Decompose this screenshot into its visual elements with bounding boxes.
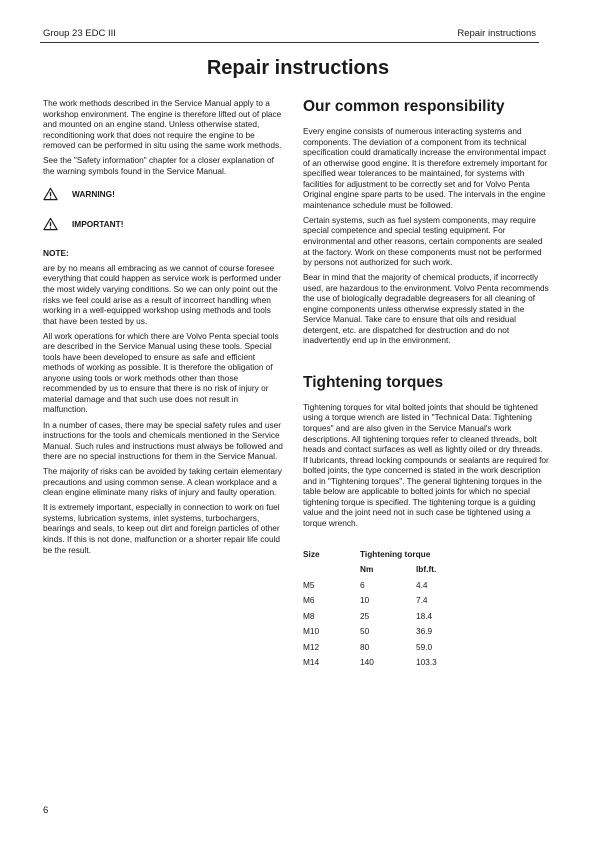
table-header-row [303, 549, 476, 565]
page-header [40, 28, 539, 43]
responsibility-heading: Our common responsibility [303, 98, 505, 115]
right-column [303, 98, 549, 673]
torque-table [303, 549, 476, 673]
lbf-cell: 4.4 [416, 579, 428, 590]
lbf-cell: 18.4 [416, 610, 433, 621]
page-number: 6 [43, 805, 49, 816]
header-section-label: Repair instructions [457, 28, 536, 39]
column-header-torque: Tightening torque [360, 548, 431, 559]
table-row [303, 595, 476, 611]
page-title: Repair instructions [206, 57, 390, 79]
note-label: NOTE: [43, 248, 69, 259]
important-notice [43, 216, 283, 232]
important-label: IMPORTANT! [72, 219, 124, 230]
intro-paragraph: The work methods described in the Service Manual apply to a workshop environment. The engine is therefore lifted out of place and mounted on an engine stand. Unless otherwise stated, reconditioning work that does not require the engine to be removed can be performed in situ using the same work methods. [43, 98, 282, 151]
column-header-size: Size [303, 548, 320, 559]
nm-cell: 140 [360, 657, 374, 667]
torques-paragraph: Tightening torques for vital bolted joints that should be tightened using a torque wrench are listed in "Technical Data: Tightening torques" and are also given in the Service Manual's work descriptions. All tightening torques refer to cleaned threads, bolt heads and contact surfaces as well as lightly oiled or dry threads. If lubricants, thread locking compounds or sealants are required for bolted joints, the type concerned is stated in the work description and in "Tightening torques". The general tightening torques in the table below are applicable to bolted joints for which no special tightening torque is specified. The tightening torque is a guiding value and the joint need not in such case be tightened using a torque wrench. [303, 401, 549, 528]
table-row [303, 626, 476, 642]
table-row [303, 642, 476, 658]
nm-cell: 50 [360, 626, 370, 636]
warning-triangle-icon [43, 187, 58, 201]
intro-paragraph: See the "Safety information" chapter for a closer explanation of the warning symbols found in the Service Manual. [43, 155, 274, 176]
note-paragraph: The majority of risks can be avoided by taking certain elementary precautions and using common sense. A clean workplace and a clean engine eliminate many risks of injury and faulty operation. [43, 466, 282, 498]
unit-lbf: lbf.ft. [416, 564, 437, 574]
responsibility-paragraph: Certain systems, such as fuel system components, may require special competence and special testing equipment. For environmental and other reasons, certain components are sealed at the factory. Work on these components must not be performed by persons not authorized for such work. [303, 214, 543, 268]
nm-cell: 10 [360, 595, 370, 605]
warning-label: WARNING! [72, 189, 115, 200]
nm-cell: 80 [360, 641, 370, 652]
warning-notice [43, 186, 283, 202]
table-row [303, 657, 476, 673]
nm-cell: 25 [360, 610, 370, 621]
size-cell: M10 [303, 626, 320, 636]
left-column [43, 98, 283, 560]
size-cell: M12 [303, 641, 320, 652]
lbf-cell: 36.9 [416, 626, 433, 636]
note-paragraph: It is extremely important, especially in connection to work on fuel systems, lubrication systems, inlet systems, turbochargers, bearings and seals, to keep out dirt and foreign particles of other kinds. If this is not done, malfunction or a shorter repair life could be the result. [43, 502, 281, 555]
responsibility-paragraph: Every engine consists of numerous interacting systems and components. The deviation of a component from its technical specification could dramatically increase the environmental impact of an otherwise good engine. It is therefore extremely important for specified wear tolerances to be maintained, for systems with facilities for adjustment to be correctly set and for Volvo Penta Original engine spare parts to be used. The intervals in the engine maintenance schedule must be followed. [303, 126, 548, 210]
size-cell: M6 [303, 595, 315, 605]
lbf-cell: 59.0 [416, 641, 433, 652]
lbf-cell: 103.3 [416, 657, 437, 667]
unit-nm: Nm [360, 564, 374, 574]
size-cell: M8 [303, 610, 315, 621]
nm-cell: 6 [360, 579, 365, 590]
note-paragraph: are by no means all embracing as we cannot of course foresee everything that could happen as service work is performed under the most widely varying conditions. So we can only point out the risks we feel could arise as a result of incorrect handling when working in a well-equipped workshop using methods and tools that have been tested by us. [43, 262, 281, 326]
size-cell: M5 [303, 579, 315, 590]
header-group-label: Group 23 EDC III [43, 28, 116, 39]
note-paragraph: All work operations for which there are Volvo Penta special tools are described in the Service Manual using these tools. Special tools have been developed to ensure as safe and efficient methods of working as possible. It is therefore the obligation of anyone using tools or work methods other than those recommended by us to ensure that there is no risk of injury or material damage and that such use does not result in malfunction. [43, 330, 279, 415]
warning-triangle-icon [43, 217, 58, 231]
lbf-cell: 7.4 [416, 595, 428, 605]
table-row [303, 580, 476, 596]
torques-heading: Tightening torques [303, 373, 444, 391]
note-paragraph: In a number of cases, there may be special safety rules and user instructions for the tools and chemicals mentioned in the Service Manual. Such rules and instructions must always be followed and there are no special instructions for them in the Service Manual. [43, 419, 283, 462]
table-unit-row [303, 564, 476, 580]
table-row [303, 611, 476, 627]
size-cell: M14 [303, 657, 320, 667]
responsibility-paragraph: Bear in mind that the majority of chemical products, if incorrectly used, are hazardous to the environment. Volvo Penta recommends the use of biologically degradable degreasers for all cleaning of engine components unless otherwise expressly stated in the Service Manual. Take care to ensure that oils and residual detergent, etc. are dispatched for destruction and do not inadvertently end up in the environment. [303, 272, 549, 346]
